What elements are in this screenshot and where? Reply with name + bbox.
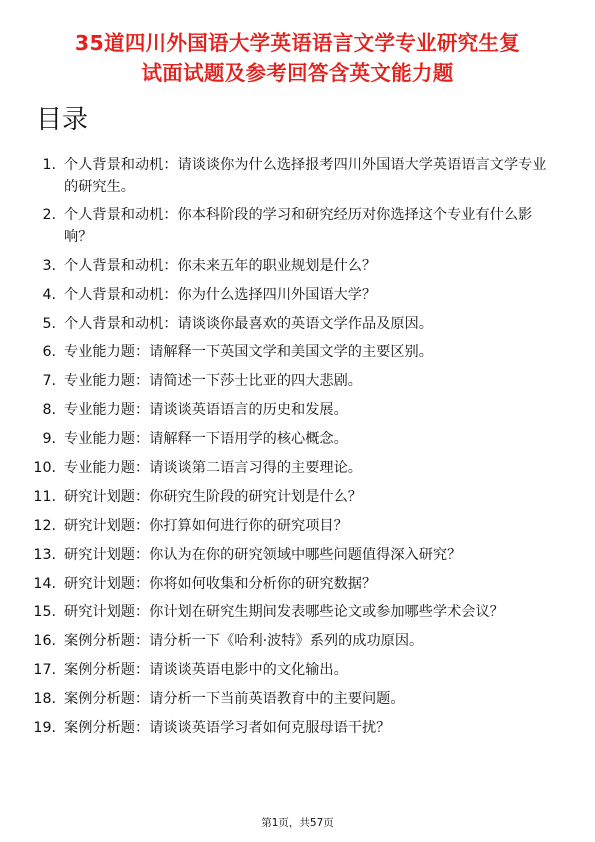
document-title xyxy=(30,28,565,88)
toc-item-text: 个人背景和动机：你本科阶段的学习和研究经历对你选择这个专业有什么影响？ xyxy=(64,207,533,245)
toc-item xyxy=(0,718,595,740)
toc-item xyxy=(0,631,595,653)
toc-item-number: 4. xyxy=(42,286,56,303)
toc-item-text: 专业能力题：请谈谈第二语言习得的主要理论。 xyxy=(64,460,362,477)
toc-item-text: 个人背景和动机：你未来五年的职业规划是什么？ xyxy=(64,257,377,274)
toc-item-text: 专业能力题：请解释一下英国文学和美国文学的主要区别。 xyxy=(64,344,433,361)
toc-item-number: 16. xyxy=(33,633,56,650)
toc-item-text: 专业能力题：请简述一下莎士比亚的四大悲剧。 xyxy=(64,373,362,390)
toc-item xyxy=(0,342,595,364)
toc-item-number: 12. xyxy=(33,517,56,534)
toc-item-number: 11. xyxy=(33,488,56,505)
toc-item-number: 18. xyxy=(33,691,56,708)
toc-item-text: 案例分析题：请分析一下当前英语教育中的主要问题。 xyxy=(64,691,405,708)
toc-item xyxy=(0,516,595,538)
toc-item xyxy=(0,400,595,422)
toc-item-text: 专业能力题：请谈谈英语语言的历史和发展。 xyxy=(64,402,348,419)
toc-item-text: 个人背景和动机：请谈谈你最喜欢的英语文学作品及原因。 xyxy=(64,315,433,332)
toc-item xyxy=(0,314,595,336)
toc-item xyxy=(0,205,595,248)
toc-item-number: 14. xyxy=(33,575,56,592)
toc-item-text: 个人背景和动机：请谈谈你为什么选择报考四川外国语大学英语语言文学专业的研究生。 xyxy=(64,157,547,195)
toc-list xyxy=(0,155,595,747)
toc-item xyxy=(0,155,595,198)
toc-item-number: 2. xyxy=(42,207,56,224)
toc-item-text: 研究计划题：你认为在你的研究领域中哪些问题值得深入研究？ xyxy=(64,546,462,563)
toc-item-text: 个人背景和动机：你为什么选择四川外国语大学？ xyxy=(64,286,377,303)
toc-item xyxy=(0,660,595,682)
toc-item-number: 15. xyxy=(33,604,56,621)
toc-item-text: 专业能力题：请解释一下语用学的核心概念。 xyxy=(64,431,348,448)
toc-item-text: 研究计划题：你打算如何进行你的研究项目？ xyxy=(64,517,348,534)
toc-item-text: 案例分析题：请谈谈英语学习者如何克服母语干扰？ xyxy=(64,720,391,737)
document-title-line-1: 35道四川外国语大学英语语言文学专业研究生复 xyxy=(74,31,521,55)
toc-item-text: 研究计划题：你研究生阶段的研究计划是什么？ xyxy=(64,488,362,505)
toc-item xyxy=(0,545,595,567)
toc-item-text: 案例分析题：请谈谈英语电影中的文化输出。 xyxy=(64,662,348,679)
document-title-line-2: 试面试题及参考回答含英文能力题 xyxy=(141,61,454,85)
toc-item xyxy=(0,285,595,307)
toc-item-number: 6. xyxy=(42,344,56,361)
toc-item xyxy=(0,689,595,711)
toc-item xyxy=(0,602,595,624)
toc-item xyxy=(0,487,595,509)
toc-item-number: 9. xyxy=(42,431,56,448)
toc-item xyxy=(0,256,595,278)
toc-item-number: 10. xyxy=(33,460,56,477)
toc-item-number: 7. xyxy=(42,373,56,390)
toc-item xyxy=(0,574,595,596)
toc-item-text: 案例分析题：请分析一下《哈利·波特》系列的成功原因。 xyxy=(64,633,424,650)
toc-item xyxy=(0,458,595,480)
toc-item-number: 19. xyxy=(33,720,56,737)
toc-item-number: 8. xyxy=(42,402,56,419)
toc-item-text: 研究计划题：你计划在研究生期间发表哪些论文或参加哪些学术会议？ xyxy=(64,604,504,621)
toc-item-number: 13. xyxy=(33,546,56,563)
toc-item-number: 5. xyxy=(42,315,56,332)
toc-item-text: 研究计划题：你将如何收集和分析你的研究数据？ xyxy=(64,575,377,592)
toc-item-number: 3. xyxy=(42,257,56,274)
toc-item xyxy=(0,429,595,451)
toc-item-number: 1. xyxy=(42,157,56,173)
toc-item xyxy=(0,371,595,393)
page-footer: 第1页，共57页 xyxy=(261,817,334,829)
toc-heading: 目录 xyxy=(36,105,89,135)
toc-item-number: 17. xyxy=(33,662,56,679)
